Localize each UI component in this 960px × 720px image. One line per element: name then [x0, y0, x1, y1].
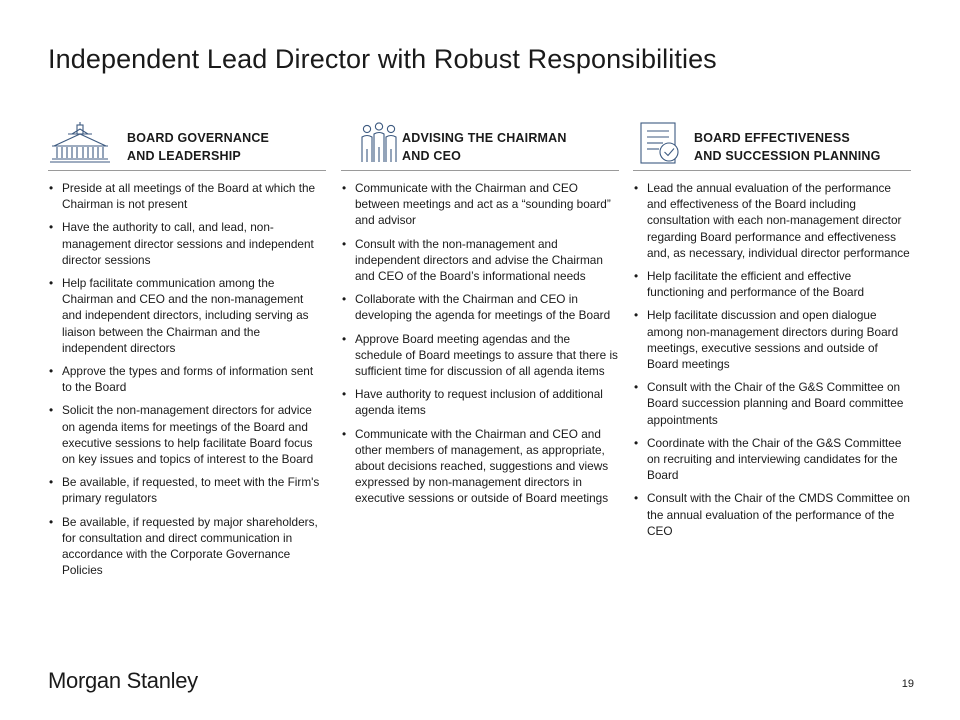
bullet-list: [341, 171, 619, 507]
list-item: • Approve Board meeting agendas and the schedule of Board meetings to assure that there is sufficient time for discussion of all agenda items: [341, 331, 619, 380]
list-item: • Help facilitate the efficient and effective functioning and performance of the Board: [633, 268, 911, 300]
bullet-list: [48, 171, 326, 578]
list-item: • Consult with the non-management and independent directors and advise the Chairman and CEO of the Board’s informational needs: [341, 236, 619, 285]
list-item: • Be available, if requested by major shareholders, for consultation and direct communication in accordance with the Corporate Governance Policies: [48, 514, 326, 579]
list-item: • Have the authority to call, and lead, non-management director sessions and independent director sessions: [48, 219, 326, 268]
column-header: [341, 122, 619, 171]
list-item: • Help facilitate communication among the Chairman and CEO and the non-management and independent directors, including serving as liaison between the Chairman and the independent directors: [48, 275, 326, 356]
page-title: Independent Lead Director with Robust Responsibilities: [48, 44, 717, 74]
column-heading-line-2: AND CEO: [402, 149, 462, 163]
column-board-effectiveness: [633, 122, 911, 546]
list-item: • Communicate with the Chairman and CEO and other members of management, as appropriate, about decisions reached, suggestions and views expressed by non-management directors in executive sessions or outside of Board meetings: [341, 426, 619, 507]
page-number: 19: [901, 678, 914, 690]
bullet-list: [633, 171, 911, 539]
government-building-icon: [50, 122, 118, 169]
column-board-governance: [48, 122, 326, 585]
column-heading-line-1: BOARD EFFECTIVENESS: [694, 131, 850, 145]
column-heading-line-1: ADVISING THE CHAIRMAN: [402, 131, 567, 145]
list-item: • Lead the annual evaluation of the performance and effectiveness of the Board including consultation with each non-management director regarding Board performance and effectiveness and, as necessary, individual director performance: [633, 180, 911, 261]
document-checkmark-icon: [639, 122, 683, 171]
list-item: • Be available, if requested, to meet with the Firm's primary regulators: [48, 474, 326, 506]
list-item: • Preside at all meetings of the Board at which the Chairman is not present: [48, 180, 326, 212]
list-item: • Have authority to request inclusion of additional agenda items: [341, 386, 619, 418]
list-item: • Approve the types and forms of information sent to the Board: [48, 363, 326, 395]
list-item: • Coordinate with the Chair of the G&S Committee on recruiting and interviewing candidates for the Board: [633, 435, 911, 484]
list-item: • Solicit the non-management directors for advice on agenda items for meetings of the Board and executive sessions to help facilitate Board focus on key issues and topics of interest to the Board: [48, 402, 326, 467]
column-heading: [402, 129, 567, 165]
list-item: • Collaborate with the Chairman and CEO in developing the agenda for meetings of the Board: [341, 291, 619, 323]
column-header: [633, 122, 911, 171]
column-heading: [694, 129, 881, 165]
list-item: • Communicate with the Chairman and CEO between meetings and act as a “sounding board” and advisor: [341, 180, 619, 229]
people-group-icon: [359, 122, 399, 171]
column-heading-line-2: AND LEADERSHIP: [127, 149, 241, 163]
list-item: • Help facilitate discussion and open dialogue among non-management directors during Board meetings, executive sessions and outside of Board meetings: [633, 307, 911, 372]
brand-logo: Morgan Stanley: [48, 668, 198, 693]
list-item: • Consult with the Chair of the CMDS Committee on the annual evaluation of the performance of the CEO: [633, 490, 911, 539]
column-header: [48, 122, 326, 171]
list-item: • Consult with the Chair of the G&S Committee on Board succession planning and Board committee appointments: [633, 379, 911, 428]
column-heading-line-2: AND SUCCESSION PLANNING: [694, 149, 881, 163]
column-heading: [127, 129, 269, 165]
column-heading-line-1: BOARD GOVERNANCE: [127, 131, 270, 145]
column-advising-chairman: [341, 122, 619, 514]
